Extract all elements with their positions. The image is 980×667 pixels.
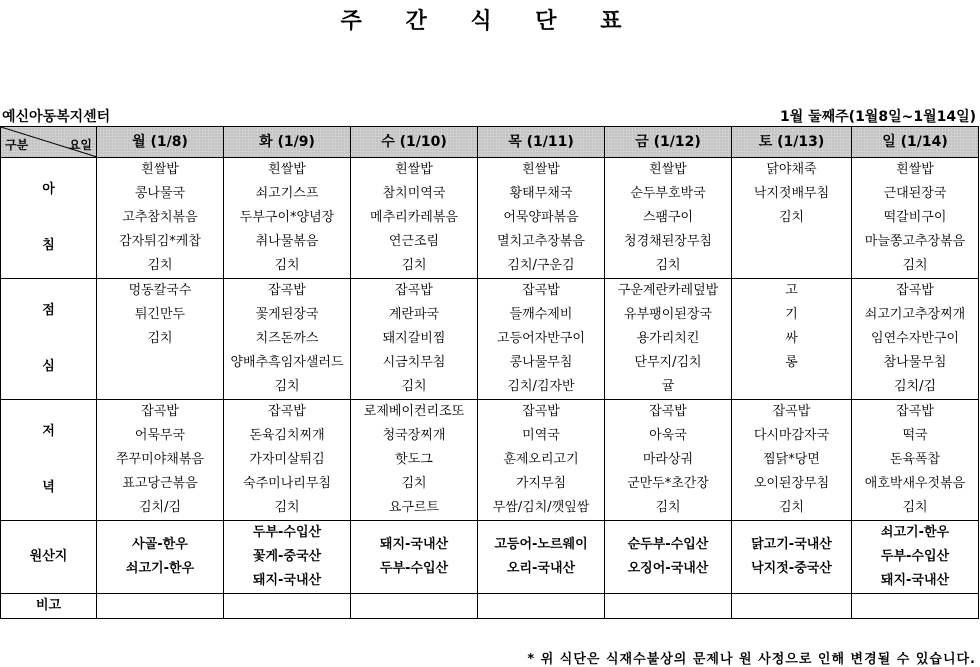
menu-cell: 애호박새우젓볶음 <box>852 472 979 496</box>
header-row <box>1 127 979 158</box>
menu-cell: 메추리카레볶음 <box>351 206 478 230</box>
menu-cell: 양배추흑임자샐러드 <box>224 351 351 375</box>
note-cell <box>852 594 979 619</box>
origin-line: 사골-한우 <box>132 537 188 552</box>
meal-label-bottom: 심 <box>42 359 55 374</box>
menu-cell: 마라상궈 <box>605 448 732 472</box>
origin-cell <box>852 521 979 594</box>
organization-name: 예신아동복지센터 <box>2 109 111 125</box>
menu-cell: 연근조림 <box>351 230 478 254</box>
origin-cell <box>478 521 605 594</box>
menu-cell: 취나물볶음 <box>224 230 351 254</box>
menu-cell: 김치 <box>224 375 351 400</box>
origin-line: 순두부-수입산 <box>627 537 709 552</box>
menu-cell: 핫도그 <box>351 448 478 472</box>
menu-row <box>1 496 979 521</box>
corner-header <box>1 127 97 158</box>
menu-cell: 훈제오리고기 <box>478 448 605 472</box>
menu-cell: 황태무채국 <box>478 182 605 206</box>
origin-cell <box>351 521 478 594</box>
menu-cell: 쭈꾸미야채볶음 <box>97 448 224 472</box>
menu-cell: 아욱국 <box>605 424 732 448</box>
menu-row <box>1 424 979 448</box>
menu-cell: 쇠고기고추장찌개 <box>852 303 979 327</box>
menu-cell: 김치/구운김 <box>478 254 605 279</box>
menu-cell <box>97 375 224 400</box>
origin-line: 돼지-국내산 <box>880 573 950 588</box>
menu-cell: 계란파국 <box>351 303 478 327</box>
origin-row <box>1 521 979 594</box>
menu-cell: 흰쌀밥 <box>478 158 605 183</box>
menu-cell: 청국장찌개 <box>351 424 478 448</box>
menu-row <box>1 351 979 375</box>
menu-cell: 참치미역국 <box>351 182 478 206</box>
menu-cell: 임연수자반구이 <box>852 327 979 351</box>
menu-cell: 잡곡밥 <box>478 279 605 304</box>
day-header: 목 (1/11) <box>478 127 605 158</box>
origin-line: 두부-수입산 <box>880 549 950 564</box>
menu-row <box>1 279 979 304</box>
menu-cell: 미역국 <box>478 424 605 448</box>
menu-cell: 김치 <box>605 254 732 279</box>
menu-cell: 멍동칼국수 <box>97 279 224 304</box>
menu-cell: 요구르트 <box>351 496 478 521</box>
meal-label-top: 저 <box>42 424 55 439</box>
origin-line: 두부-수입산 <box>252 525 322 540</box>
menu-row <box>1 182 979 206</box>
menu-cell: 김치 <box>351 254 478 279</box>
menu-cell: 참나물무침 <box>852 351 979 375</box>
menu-row <box>1 375 979 400</box>
origin-cell <box>732 521 852 594</box>
origin-line: 돼지-국내산 <box>379 537 449 552</box>
origin-cell <box>224 521 351 594</box>
origin-line: 오징어-국내산 <box>627 561 709 576</box>
menu-cell: 김치 <box>732 206 852 230</box>
note-cell <box>478 594 605 619</box>
menu-cell: 멸치고추장볶음 <box>478 230 605 254</box>
menu-cell: 시금치무침 <box>351 351 478 375</box>
menu-cell: 흰쌀밥 <box>224 158 351 183</box>
note-label: 비고 <box>1 594 97 619</box>
menu-cell: 표고당근볶음 <box>97 472 224 496</box>
menu-cell: 김치 <box>732 496 852 521</box>
menu-row <box>1 448 979 472</box>
menu-cell: 꽃게된장국 <box>224 303 351 327</box>
menu-row <box>1 400 979 425</box>
menu-cell: 쇠고기스프 <box>224 182 351 206</box>
menu-cell: 김치/김 <box>97 496 224 521</box>
note-cell <box>224 594 351 619</box>
menu-cell: 치즈돈까스 <box>224 327 351 351</box>
menu-cell: 싸 <box>732 327 852 351</box>
menu-row <box>1 254 979 279</box>
menu-cell: 용가리치킨 <box>605 327 732 351</box>
menu-row <box>1 303 979 327</box>
menu-cell: 감자튀김*케찹 <box>97 230 224 254</box>
origin-line: 고등어-노르웨이 <box>494 537 588 552</box>
origin-line: 오리-국내산 <box>506 561 576 576</box>
menu-cell: 돼지갈비찜 <box>351 327 478 351</box>
menu-cell: 청경채된장무침 <box>605 230 732 254</box>
menu-cell: 잡곡밥 <box>224 400 351 425</box>
corner-label-day: 요일 <box>68 138 92 152</box>
menu-cell: 김치/김 <box>852 375 979 400</box>
origin-line: 꽃게-중국산 <box>252 549 322 564</box>
menu-cell: 마늘쫑고추장볶음 <box>852 230 979 254</box>
origin-line: 쇠고기-한우 <box>125 561 195 576</box>
footnote: * 위 식단은 식재수불상의 문제나 원 사정으로 인해 변경될 수 있습니다. <box>527 652 976 667</box>
menu-row <box>1 158 979 183</box>
menu-cell <box>732 254 852 279</box>
menu-cell: 어묵무국 <box>97 424 224 448</box>
menu-cell: 김치 <box>97 254 224 279</box>
menu-cell: 김치 <box>852 496 979 521</box>
menu-row <box>1 472 979 496</box>
menu-cell <box>732 230 852 254</box>
day-header: 화 (1/9) <box>224 127 351 158</box>
corner-label-category: 구분 <box>5 138 29 152</box>
day-header: 토 (1/13) <box>732 127 852 158</box>
menu-cell: 스팸구이 <box>605 206 732 230</box>
note-cell <box>605 594 732 619</box>
origin-line: 쇠고기-한우 <box>880 525 950 540</box>
origin-label: 원산지 <box>1 521 97 594</box>
menu-cell: 잡곡밥 <box>224 279 351 304</box>
meal-label-bottom: 녁 <box>42 480 55 495</box>
menu-cell: 순두부호박국 <box>605 182 732 206</box>
menu-cell: 귤 <box>605 375 732 400</box>
menu-row <box>1 230 979 254</box>
menu-cell: 흰쌀밥 <box>97 158 224 183</box>
origin-cell <box>605 521 732 594</box>
note-cell <box>97 594 224 619</box>
meal-label-top: 점 <box>42 303 55 318</box>
menu-cell: 김치 <box>224 254 351 279</box>
menu-cell: 김치 <box>351 472 478 496</box>
menu-cell: 가자미살튀김 <box>224 448 351 472</box>
menu-cell: 돈육폭찹 <box>852 448 979 472</box>
origin-line: 돼지-국내산 <box>252 573 322 588</box>
menu-cell: 잡곡밥 <box>478 400 605 425</box>
menu-cell: 닭야채죽 <box>732 158 852 183</box>
menu-cell: 군만두*초간장 <box>605 472 732 496</box>
menu-cell: 김치 <box>97 327 224 351</box>
menu-cell: 두부구이*양념장 <box>224 206 351 230</box>
menu-cell: 떡갈비구이 <box>852 206 979 230</box>
menu-cell: 잡곡밥 <box>97 400 224 425</box>
menu-cell: 흰쌀밥 <box>605 158 732 183</box>
menu-row <box>1 206 979 230</box>
menu-cell: 김치 <box>224 496 351 521</box>
origin-line: 닭고기-국내산 <box>751 537 832 552</box>
menu-cell: 콩나물무침 <box>478 351 605 375</box>
meal-label-bottom: 침 <box>42 238 55 253</box>
note-cell <box>732 594 852 619</box>
menu-cell: 고 <box>732 279 852 304</box>
menu-cell: 찜닭*당면 <box>732 448 852 472</box>
menu-cell: 고등어자반구이 <box>478 327 605 351</box>
day-header: 금 (1/12) <box>605 127 732 158</box>
menu-cell: 흰쌀밥 <box>852 158 979 183</box>
day-header: 월 (1/8) <box>97 127 224 158</box>
meal-label <box>1 400 97 521</box>
page-title: 주 간 식 단 표 <box>340 9 640 34</box>
meal-label <box>1 158 97 279</box>
menu-cell: 흰쌀밥 <box>351 158 478 183</box>
menu-cell: 어묵양파볶음 <box>478 206 605 230</box>
menu-cell: 잡곡밥 <box>732 400 852 425</box>
menu-cell: 콩나물국 <box>97 182 224 206</box>
menu-cell: 구운계란카레덮밥 <box>605 279 732 304</box>
menu-cell: 김치 <box>605 496 732 521</box>
menu-cell: 김치 <box>351 375 478 400</box>
menu-cell <box>97 351 224 375</box>
menu-cell: 다시마감자국 <box>732 424 852 448</box>
day-header: 수 (1/10) <box>351 127 478 158</box>
menu-cell: 고추참치볶음 <box>97 206 224 230</box>
origin-cell <box>97 521 224 594</box>
menu-cell: 유부팽이된장국 <box>605 303 732 327</box>
day-header: 일 (1/14) <box>852 127 979 158</box>
menu-cell: 롱 <box>732 351 852 375</box>
menu-table <box>0 126 979 619</box>
menu-cell: 잡곡밥 <box>605 400 732 425</box>
note-cell <box>351 594 478 619</box>
menu-cell: 돈육김치찌개 <box>224 424 351 448</box>
menu-cell: 잡곡밥 <box>852 400 979 425</box>
menu-cell: 무쌈/김치/깻잎쌈 <box>478 496 605 521</box>
menu-cell: 잡곡밥 <box>351 279 478 304</box>
menu-cell: 김치/김자반 <box>478 375 605 400</box>
menu-cell: 들깨수제비 <box>478 303 605 327</box>
menu-cell: 오이된장무침 <box>732 472 852 496</box>
week-range: 1월 둘째주(1월8일~1월14일) <box>779 109 976 125</box>
meal-label <box>1 279 97 400</box>
menu-cell: 낙지젓배무침 <box>732 182 852 206</box>
menu-cell: 단무지/김치 <box>605 351 732 375</box>
note-row <box>1 594 979 619</box>
menu-cell: 잡곡밥 <box>852 279 979 304</box>
origin-line: 두부-수입산 <box>379 561 449 576</box>
menu-cell: 로제베이컨리조또 <box>351 400 478 425</box>
menu-cell: 김치 <box>852 254 979 279</box>
menu-cell: 가지무침 <box>478 472 605 496</box>
menu-row <box>1 327 979 351</box>
menu-cell: 숙주미나리무침 <box>224 472 351 496</box>
origin-line: 낙지젓-중국산 <box>751 561 832 576</box>
meal-label-top: 아 <box>42 182 55 197</box>
menu-cell: 떡국 <box>852 424 979 448</box>
menu-cell: 근대된장국 <box>852 182 979 206</box>
menu-cell <box>732 375 852 400</box>
menu-cell: 기 <box>732 303 852 327</box>
menu-cell: 튀긴만두 <box>97 303 224 327</box>
